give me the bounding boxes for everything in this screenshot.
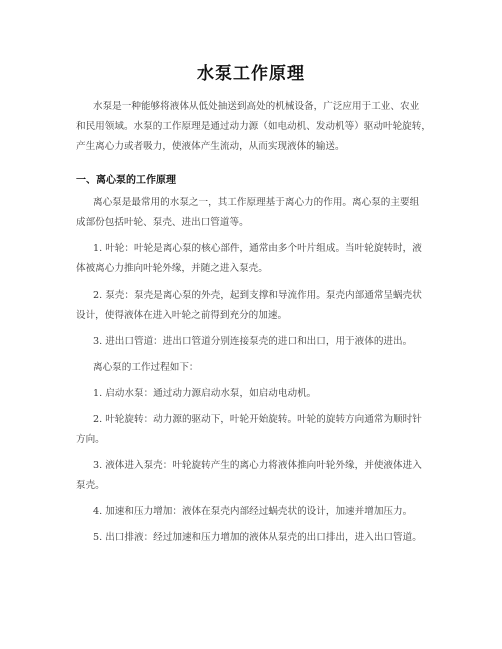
process-step-3: [76, 456, 436, 496]
process-intro: [76, 358, 436, 378]
paragraph-line: 成部份包括叶轮、泵壳、进出口管道等。: [76, 217, 249, 228]
intro-line: 水泵是一种能够将液体从低处抽送到高处的机械设备，广泛应用于工业、农业: [93, 101, 420, 112]
intro-line: 和民用领域。水泵的工作原理是通过动力源（如电动机、发动机等）驱动叶轮旋转，: [76, 121, 431, 132]
component-impeller: [76, 239, 436, 279]
document-title: 水泵工作原理: [197, 64, 305, 84]
process-step-1: [76, 384, 436, 404]
centrifugal-intro-paragraph: [76, 193, 436, 233]
paragraph-line: 1. 叶轮：叶轮是离心泵的核心部件，通常由多个叶片组成。当叶轮旋转时，液: [93, 243, 422, 254]
paragraph-line: 离心泵是最常用的水泵之一，其工作原理基于离心力的作用。离心泵的主要组: [93, 197, 420, 208]
component-pipes: [76, 332, 436, 352]
process-step-2: [76, 410, 436, 450]
paragraph-line: 泵壳。: [76, 480, 105, 491]
paragraph-line: 3. 液体进入泵壳：叶轮旋转产生的离心力将液体推向叶轮外缘，并使液体进入: [93, 460, 422, 471]
intro-paragraph: [76, 97, 436, 157]
process-step-4: [76, 502, 436, 522]
paragraph-line: 4. 加速和压力增加：液体在泵壳内部经过蜗壳状的设计，加速并增加压力。: [93, 506, 413, 517]
paragraph-line: 3. 进出口管道：进出口管道分别连接泵壳的进口和出口，用于液体的进出。: [93, 336, 413, 347]
paragraph-line: 方向。: [76, 434, 105, 445]
section-heading: 一、离心泵的工作原理: [76, 175, 176, 186]
intro-line: 产生离心力或者吸力，使液体产生流动，从而实现液体的输送。: [76, 141, 345, 152]
paragraph-line: 2. 叶轮旋转：动力源的驱动下，叶轮开始旋转。叶轮的旋转方向通常为顺时针: [93, 414, 422, 425]
paragraph-line: 设计，使得液体在进入叶轮之前得到充分的加速。: [76, 310, 288, 321]
paragraph-line: 离心泵的工作过程如下：: [93, 362, 199, 373]
paragraph-line: 体被离心力推向叶轮外缘，并随之进入泵壳。: [76, 263, 268, 274]
paragraph-line: 5. 出口排液：经过加速和压力增加的液体从泵壳的出口排出，进入出口管道。: [93, 532, 422, 543]
process-step-5: [76, 528, 436, 548]
paragraph-line: 1. 启动水泵：通过动力源启动水泵，如启动电动机。: [93, 388, 317, 399]
component-casing: [76, 286, 436, 326]
paragraph-line: 2. 泵壳：泵壳是离心泵的外壳，起到支撑和导流作用。泵壳内部通常呈蜗壳状: [93, 290, 422, 301]
